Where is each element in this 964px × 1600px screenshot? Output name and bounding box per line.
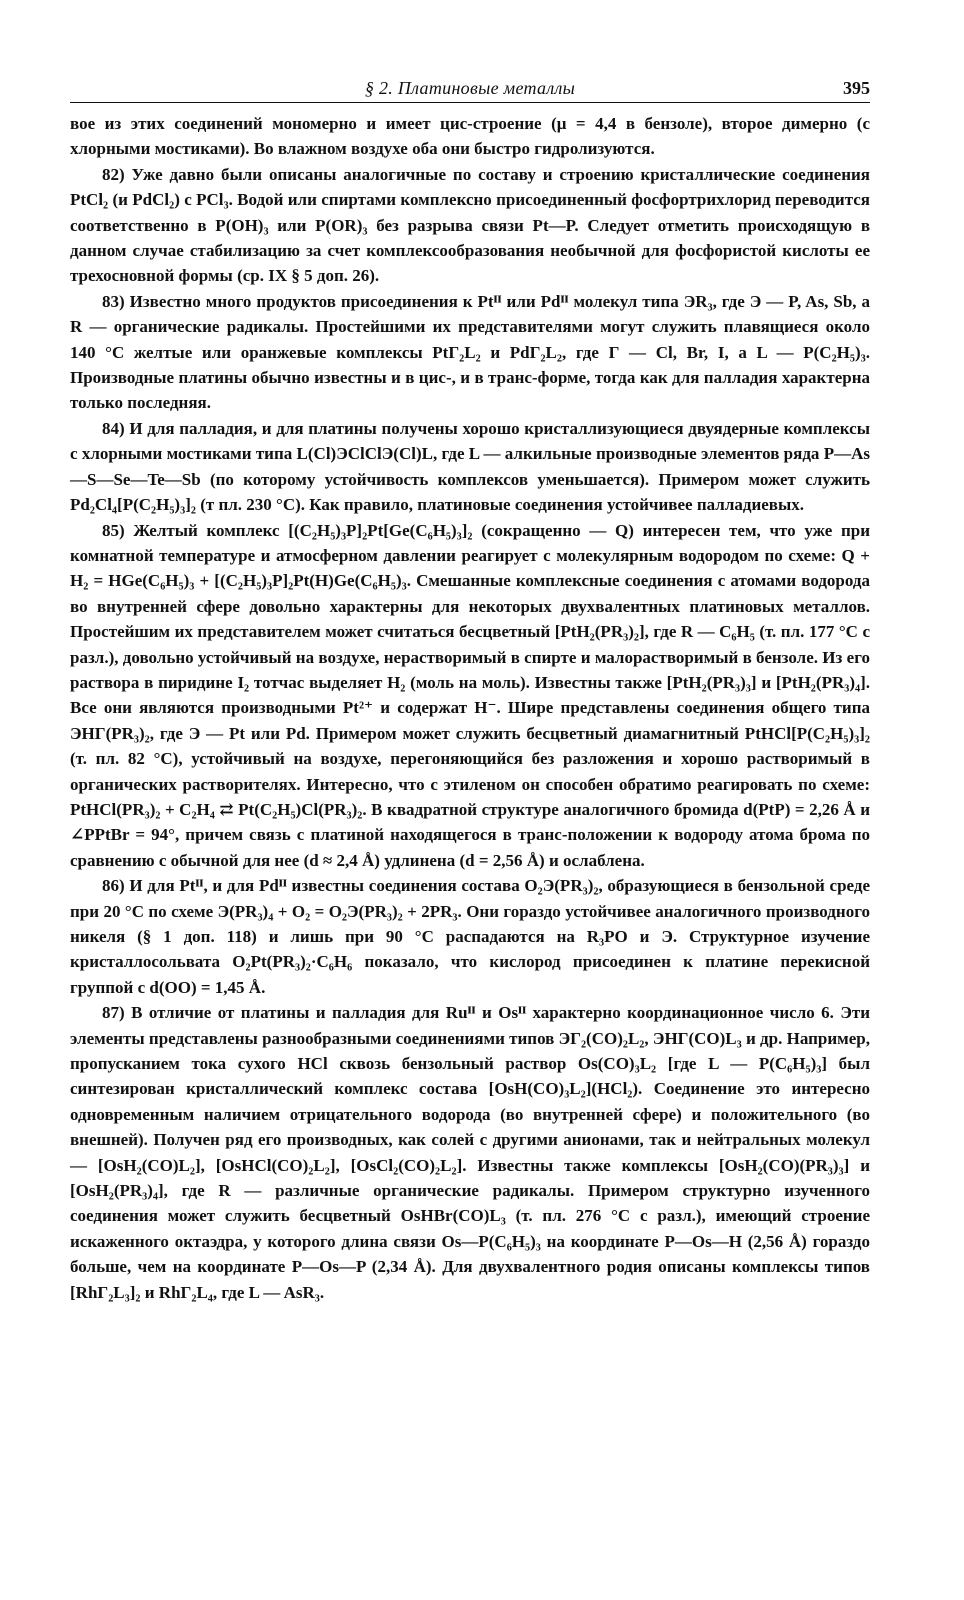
paragraph-continuation: вое из этих соединений мономерно и имеет цис-строение (μ = 4,4 в бензоле), второе димерно (с хлорными мостиками). Во влажном воздухе оба они быстро гидролизуются. (70, 114, 870, 159)
running-title: § 2. Платиновые металлы (364, 78, 576, 98)
paragraph-note-83: 83) Известно много продуктов присоединения к Ptᴵᴵ или Pdᴵᴵ молекул типа ЭR₃, где Э — P, As, Sb, а R — органические радикалы. Простейшими их представителями могут служить плавящиеся около 140 °C желтые или оранжевые комплексы PtГ₂L₂ и PdГ₂L₂, где Г — Cl, Br, I, а L — P(C₂H₅)₃. Производные платины обычно известны и в цис-, и в транс-форме, тогда как для палладия характерна только последняя. (70, 291, 870, 413)
paragraph-note-86: 86) И для Ptᴵᴵ, и для Pdᴵᴵ известны соединения состава O₂Э(PR₃)₂, образующиеся в бензольной среде при 20 °C по схеме Э(PR₃)₄ + O₂ = O₂Э(PR₃)₂ + 2PR₃. Они гораздо устойчивее аналогичного производного никеля (§ 1 доп. 118) и лишь при 90 °C распадаются на R₃PO и Э. Структурное изучение кристаллосольвата O₂Pt(PR₃)₂·C₆H₆ показало, что кислород присоединен к платине перекисной группой с d(OO) = 1,45 Å. (70, 876, 870, 997)
paragraph-note-85: 85) Желтый комплекс [(C₂H₅)₃P]₂Pt[Ge(C₆H₅)₃]₂ (сокращенно — Q) интересен тем, что уже при комнатной температуре и атмосферном давлении реагирует с молекулярным водородом по схеме: Q + H₂ = HGe(C₆H₅)₃ + [(C₂H₅)₃P]₂Pt(H)Ge(C₆H₅)₃. Смешанные комплексные соединения с атомами водорода во внутренней сфере довольно характерны для некоторых двухвалентных платиновых металлов. Простейшим их представителем может считаться бесцветный [PtH₂(PR₃)₂], где R — C₆H₅ (т. пл. 177 °C с разл.), довольно устойчивый на воздухе, нерастворимый в спирте и малорастворимый в бензоле. Из его раствора в пиридине I₂ тотчас выделяет H₂ (моль на моль). Известны также [PtH₂(PR₃)₃] и [PtH₂(PR₃)₄]. Все они являются производными Pt²⁺ и содержат H⁻. Шире представлены соединения общего типа ЭНГ(PR₃)₂, где Э — Pt или Pd. Примером может служить бесцветный диамагнитный PtHCl[P(C₂H₅)₃]₂ (т. пл. 82 °C), устойчивый на воздухе, перегоняющийся без разложения и хорошо растворимый в органических растворителях. Интересно, что с этиленом он способен обратимо реагировать по схеме: PtHCl(PR₃)₂ + C₂H₄ ⇄ Pt(C₂H₅)Cl(PR₃)₂. В квадратной структуре аналогичного бромида d(PtP) = 2,26 Å и ∠PPtBr = 94°, причем связь с платиной находящегося в транс-положении к водороду атома брома по сравнению с обычной для нее (d ≈ 2,4 Å) удлинена (d = 2,56 Å) и ослаблена. (70, 520, 870, 870)
book-page (70, 68, 870, 1305)
paragraph-note-84: 84) И для палладия, и для платины получены хорошо кристаллизующиеся двуядерные комплексы с хлорными мостиками типа L(Cl)ЭClClЭ(Cl)L, где L — алкильные производные элементов ряда P—As—S—Se—Te—Sb (по которому устойчивость комплексов уменьшается). Примером может служить Pd₂Cl₄[P(C₂H₅)₃]₂ (т пл. 230 °C). Как правило, платиновые соединения устойчивее палладиевых. (70, 418, 870, 515)
page-header (70, 68, 870, 102)
header-rule (70, 102, 870, 103)
paragraph-note-82: 82) Уже давно были описаны аналогичные по составу и строению кристаллические соединения PtCl₂ (и PdCl₂) с PCl₃. Водой или спиртами комплексно присоединенный фосфортрихлорид переводится соответственно в P(OH)₃ или P(OR)₃ без разрыва связи Pt—P. Следует отметить происходящую в данном случае стабилизацию за счет комплексообразования необычной для фосфористой кислоты ее трехосновной формы (ср. IX § 5 доп. 26). (70, 164, 870, 286)
page-number: 395 (843, 78, 870, 98)
paragraph-note-87: 87) В отличие от платины и палладия для Ruᴵᴵ и Osᴵᴵ характерно координационное число 6. Эти элементы представлены разнообразными соединениями типов ЭГ₂(CO)₂L₂, ЭНГ(CO)L₃ и др. Например, пропусканием тока сухого HCl сквозь бензольный раствор Os(CO)₃L₂ [где L — P(C₆H₅)₃] был синтезирован кристаллический комплекс состава [OsH(CO)₃L₂](HCl₂). Соединение это интересно одновременным наличием отрицательного водорода (во внутренней сфере) и положительного (во внешней). Получен ряд его производных, как солей с другими анионами, так и нейтральных молекул — [OsH₂(CO)L₂], [OsHCl(CO)₂L₂], [OsCl₂(CO)₂L₂]. Известны также комплексы [OsH₂(CO)(PR₃)₃] и [OsH₂(PR₃)₄], где R — различные органические радикалы. Примером структурно изученного соединения может служить бесцветный OsHBr(CO)L₃ (т. пл. 276 °C с разл.), имеющий строение искаженного октаэдра, у которого длина связи Os—P(C₆H₅)₃ на координате P—Os—H (2,56 Å) гораздо больше, чем на координате P—Os—P (2,34 Å). Для двухвалентного родия описаны комплексы типов [RhГ₂L₃]₂ и RhГ₂L₄, где L — AsR₃. (70, 1003, 870, 1302)
